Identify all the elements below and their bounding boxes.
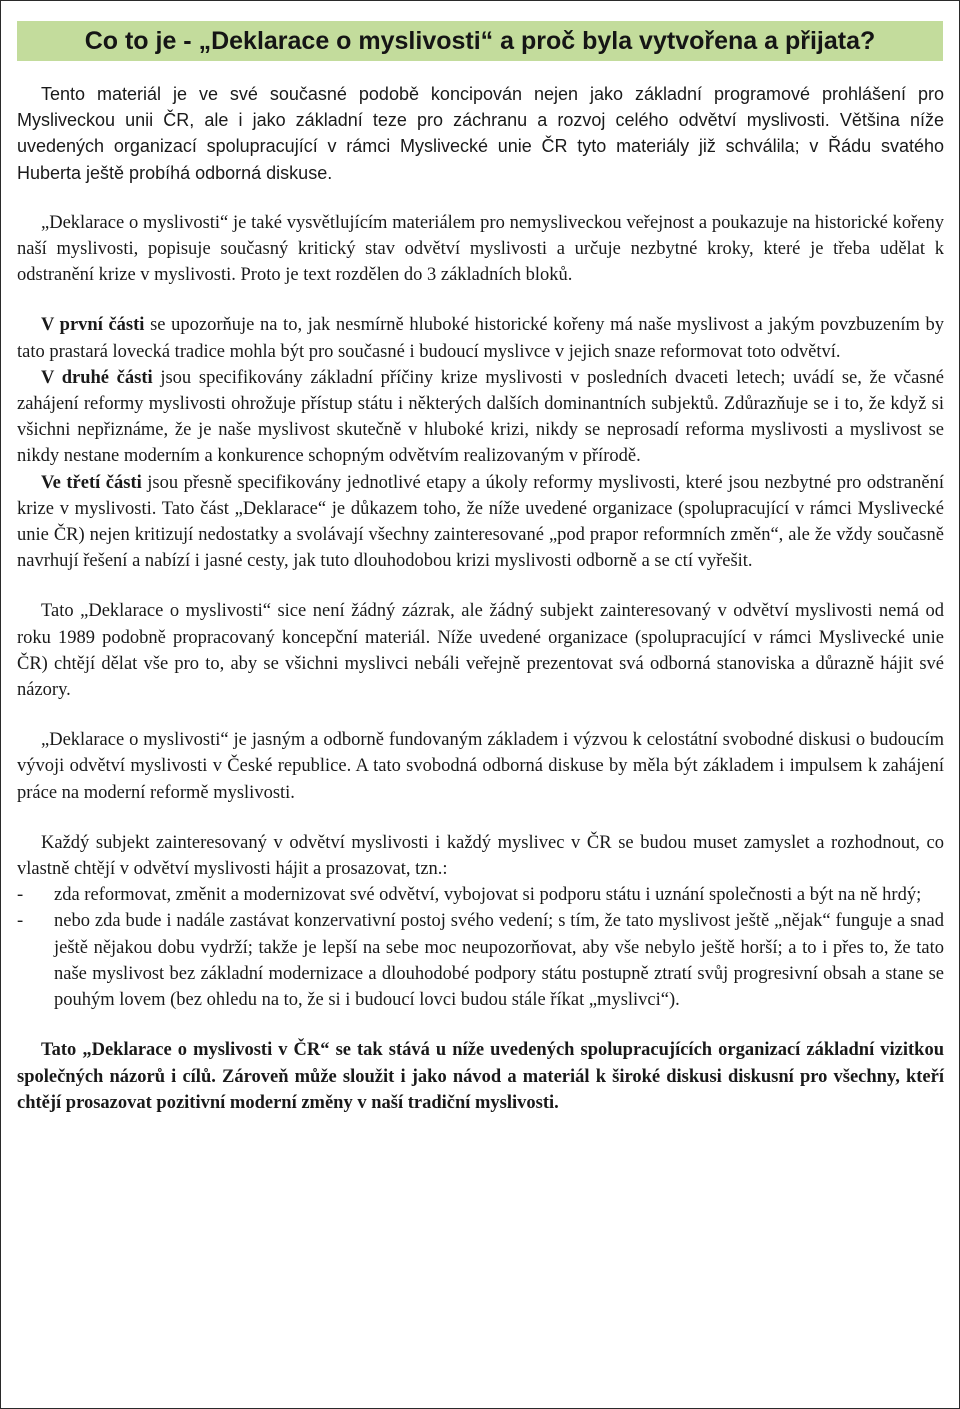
list-dash-marker: - bbox=[17, 911, 24, 932]
part-two-text: jsou specifikovány základní příčiny krize myslivosti v posledních dvaceti letech; uvádí se, že včasné zahájení reformy myslivosti ohrožuje přístup státu i některých dalších dominantních subjektů. Zdůrazňuje se i to, že když si všichni nepřiznáme, že je naše myslivost skutečně v hluboké krizi, nikdy se neprosadí reforma myslivosti a myslivost se nikdy nestane moderním a konkurence schopným odvětvím realizovaným v přírodě. bbox=[17, 367, 944, 467]
list-item bbox=[17, 908, 944, 1013]
list-dash-marker: - bbox=[17, 885, 24, 906]
part-one-lead: V první části bbox=[41, 315, 145, 336]
discussion-paragraph: „Deklarace o myslivosti“ je jasným a odborně fundovaným základem i výzvou k celostátní svobodné diskusi o budoucím vývoji odvětví myslivosti v České republice. A tato svobodná odborná diskuse by měla být základem i impulsem k zahájení práce na moderní reformě myslivosti. bbox=[17, 730, 944, 803]
document-body bbox=[17, 81, 944, 1116]
decision-paragraph: Každý subjekt zainteresovaný v odvětví myslivosti i každý myslivec v ČR se budou muset zamyslet a rozhodnout, co vlastně chtějí v odvětví myslivosti hájit a prosazovat, tzn.: bbox=[17, 832, 944, 880]
intro-paragraph: Tento materiál je ve své současné podobě koncipován nejen jako základní programové prohlášení pro Mysliveckou unii ČR, ale i jako základní teze pro záchranu a rozvoj celého odvětví myslivosti. Většina níže uvedených organizací spolupracující v rámci Myslivecké unie ČR tyto materiály již schválila; v Řádu svatého Huberta ještě probíhá odborná diskuse. bbox=[17, 84, 944, 183]
explanation-paragraph: „Deklarace o myslivosti“ je také vysvětlujícím materiálem pro nemysliveckou veřejnost a poukazuje na historické kořeny naší myslivosti, popisuje současný kritický stav odvětví myslivosti a určuje nezbytné kroky, které je třeba udělat k odstranění krize v myslivosti. Proto je text rozdělen do 3 základních bloků. bbox=[17, 212, 944, 286]
part-one-text: se upozorňuje na to, jak nesmírně hluboké historické kořeny má naše myslivost a jakým povzbuzením by tato prastará lovecká tradice mohla být pro současné i budoucí myslivce v jejich snaze reformovat toto odvětví. bbox=[17, 315, 945, 362]
part-three-paragraph bbox=[17, 470, 944, 575]
part-three-text: jsou přesně specifikovány jednotlivé etapy a úkoly reformy myslivosti, které jsou nezbytné pro odstranění krize v myslivosti. Tato část „Deklarace“ je důkazem toho, že níže uvedené organizace (spolupracující v rámci Myslivecké unie ČR) nejen kritizují nedostatky a svolávají všechny zainteresované „pod prapor reformních změn“, ale že vždy současně navrhují řešení a nabízí i jasné cesty, jak tuto dlouhodobou krizi myslivosti odborně a se ctí vyřešit. bbox=[17, 472, 944, 572]
part-two-paragraph bbox=[17, 365, 944, 470]
document-title: Co to je - „Deklarace o myslivosti“ a proč byla vytvořena a přijata? bbox=[84, 26, 876, 55]
options-list bbox=[17, 882, 944, 1013]
list-item-text: nebo zda bude i nadále zastávat konzervativní postoj svého vedení; s tím, že tato myslivost ještě „nějak“ funguje a snad ještě nějakou dobu vydrží; takže je lepší na sebe moc neupozorňovat, aby vše nebylo ještě horší; a to i přes to, že tato naše myslivost bez základní modernizace a dlouhodobé podpory státu postupně ztratí svůj progresivní obsah a stane se pouhým lovem (bez ohledu na to, že si i budoucí lovci budou stále říkat „myslivci“). bbox=[54, 911, 944, 1011]
list-item bbox=[17, 882, 944, 908]
part-two-lead: V druhé části bbox=[41, 367, 153, 388]
part-three-lead: Ve třetí části bbox=[41, 472, 142, 493]
document-title-bar bbox=[17, 21, 943, 61]
part-one-paragraph bbox=[17, 312, 944, 364]
significance-paragraph: Tato „Deklarace o myslivosti“ sice není žádný zázrak, ale žádný subjekt zainteresovaný v odvětví myslivosti nemá od roku 1989 podobně propracovaný koncepční materiál. Níže uvedené organizace (spolupracující v rámci Myslivecké unie ČR) chtějí dělat vše pro to, aby se všichni myslivci nebáli veřejně prezentovat svá odborná stanoviska a důrazně hájit své názory. bbox=[17, 601, 944, 701]
list-item-text: zda reformovat, změnit a modernizovat své odvětví, vybojovat si podporu státu i uznání společnosti a být na ně hrdý; bbox=[54, 885, 922, 906]
closing-paragraph: Tato „Deklarace o myslivosti v ČR“ se tak stává u níže uvedených spolupracujících organizací základní vizitkou společných názorů i cílů. Zároveň může sloužit i jako návod a materiál k široké diskusi diskusní pro všechny, kteří chtějí prosazovat pozitivní moderní změny v naší tradiční myslivosti. bbox=[17, 1040, 944, 1113]
